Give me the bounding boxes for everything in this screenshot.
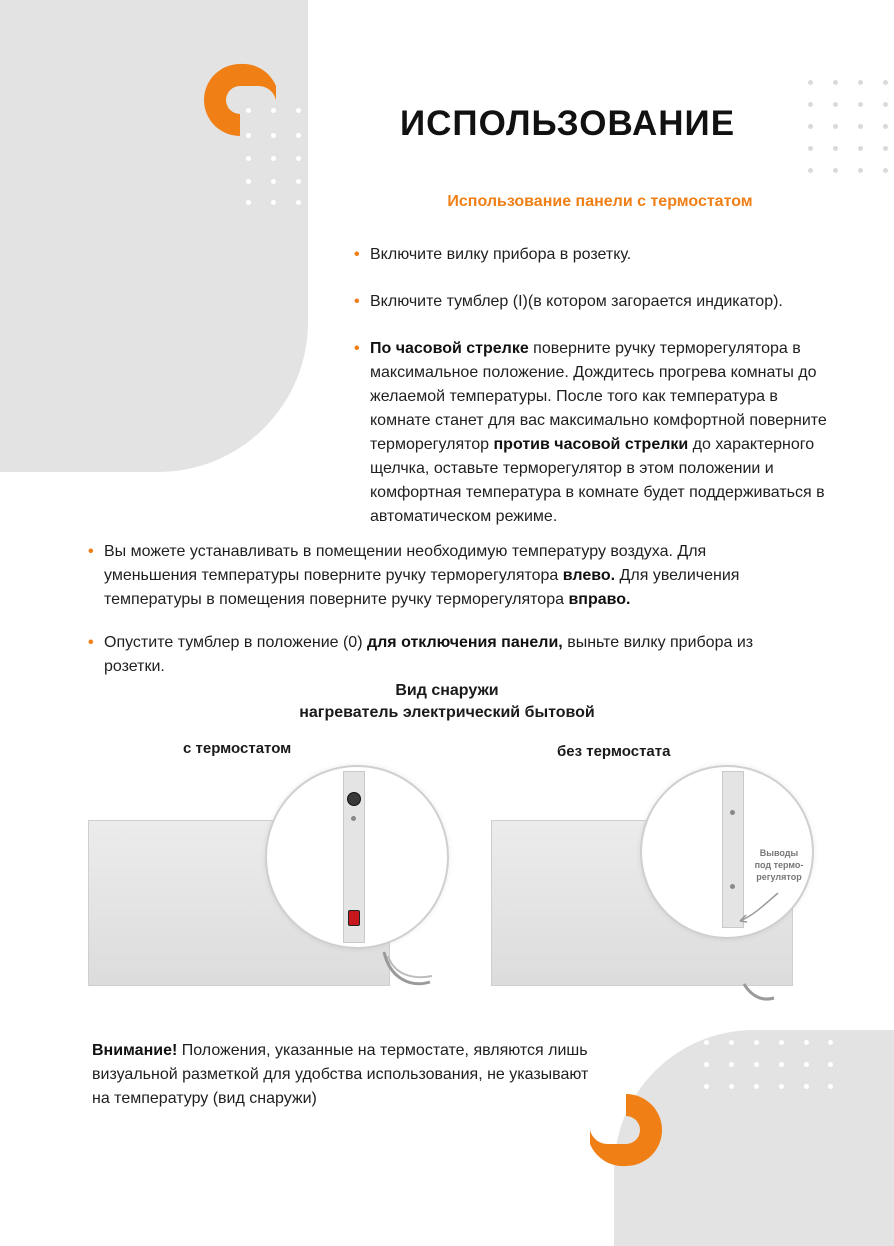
bullet-bold: влево.: [562, 567, 616, 584]
dot-grid-top-left: [246, 108, 316, 208]
bullet-text: Включите тумблер (I)(в котором загорается индикатор).: [370, 293, 783, 310]
bullet-dot: •: [88, 543, 94, 560]
power-cord-left: [380, 948, 440, 998]
bullet-text: до характерного щелчка, оставьте терморегулятор в этом положении и комфортная температура в комнате будет поддерживаться в автоматическом режиме.: [370, 436, 825, 525]
power-switch-icon: [348, 910, 360, 926]
bullet-turn-off: [88, 631, 784, 679]
callout-arrow-icon: [734, 889, 784, 929]
warning-text: Положения, указанные на термостате, являются лишь визуальной разметкой для удобства использования, не указывают на температуру (вид снаружи): [92, 1042, 589, 1107]
view-heading-line2: нагреватель электрический бытовой: [299, 704, 595, 721]
label-without-thermostat: без термостата: [557, 743, 671, 760]
view-heading: [247, 680, 647, 724]
dot-grid-bottom-right: [704, 1040, 844, 1100]
terminals-callout: Выводы под термо- регулятор: [754, 848, 804, 882]
bullet-text: Включите вилку прибора в розетку.: [370, 246, 632, 263]
bullet-text: выньте вилку прибора из розетки.: [104, 634, 754, 675]
thermostat-strip: [343, 771, 365, 943]
bullet-text: Опустите тумблер в положение (0): [104, 634, 367, 651]
bullet-text: Вы можете устанавливать в помещении необходимую температуру воздуха. Для уменьшения температуры поверните ручку терморегулятора: [104, 543, 707, 584]
view-heading-line1: Вид снаружи: [395, 682, 499, 699]
bullet-bold: для отключения панели,: [366, 634, 563, 651]
screw-icon: [730, 810, 735, 815]
bullet-dot: •: [354, 340, 360, 357]
bullet-dot: •: [88, 634, 94, 651]
page-title: ИСПОЛЬЗОВАНИЕ: [400, 104, 736, 143]
bullet-set-temperature: [88, 540, 794, 612]
thermostat-knob-icon: [347, 792, 361, 806]
label-with-thermostat: с термостатом: [183, 740, 292, 757]
bullet-clockwise: [354, 337, 840, 529]
bullet-bold: По часовой стрелке: [370, 340, 529, 357]
bullet-bold: против часовой стрелки: [493, 436, 689, 453]
bullet-toggle-on: [354, 290, 850, 314]
zoom-circle-terminals: [640, 765, 814, 939]
warning-note: [92, 1039, 592, 1111]
orange-arc-logo-bottom: [580, 1088, 670, 1174]
bullet-dot: •: [354, 293, 360, 310]
bullet-bold: вправо.: [568, 591, 631, 608]
power-cord-right: [740, 980, 780, 1010]
section-subtitle: Использование панели с термостатом: [447, 193, 753, 210]
bullet-text: Для увеличения температуры в помещения поверните ручку терморегулятора: [104, 567, 740, 608]
bullet-dot: •: [354, 246, 360, 263]
bullet-plug-in: [354, 243, 840, 267]
screw-icon: [351, 816, 356, 821]
bullet-text: поверните ручку терморегулятора в максимальное положение. Дождитесь прогрева комнаты до желаемой температуры. После того как температура в комнате станет для вас максимально комфортной поверните терморегулятор: [370, 340, 827, 453]
zoom-circle-thermostat: [265, 765, 449, 949]
warning-label: Внимание!: [92, 1042, 178, 1059]
